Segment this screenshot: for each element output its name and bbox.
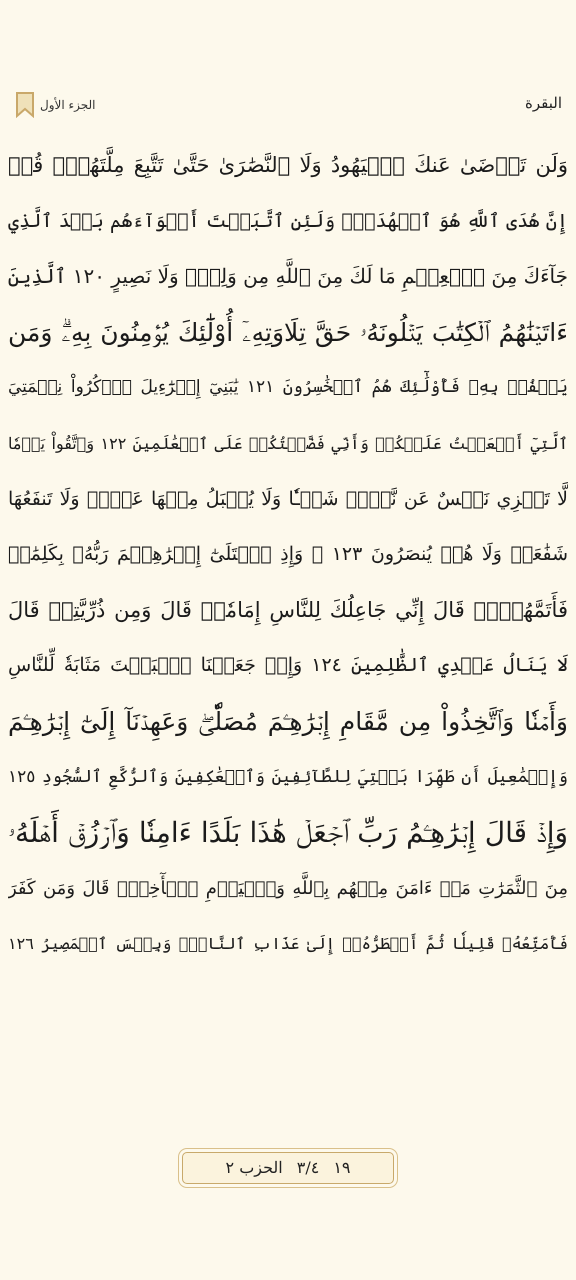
verse-line[interactable]: إِنَّ هُدَى ٱللَّهِ هُوَ ٱلۡهُدَىٰۗ وَلَئِنِ ٱتَّبَعۡتَ أَهۡوَآءَهُم بَعۡدَ ٱلَّذِي <box>8 209 568 232</box>
verse-line[interactable]: لَا يَنَالُ عَهۡدِي ٱلظَّٰلِمِينَ ١٢٤ وَإِذۡ جَعَلۡنَا ٱلۡبَيۡتَ مَثَابَةٗ لِّلنَّاسِ <box>8 654 568 677</box>
verse-line[interactable]: شَفَٰعَةٞ وَلَا هُمۡ يُنصَرُونَ ١٢٣ ۞ وَإِذِ ٱبۡتَلَىٰٓ إِبۡرَٰهِـۧمَ رَبُّهُۥ بِكَلِمَٰتٖ <box>8 543 568 566</box>
page-footer <box>0 1148 576 1188</box>
verse-line[interactable]: وَأَمۡنٗا وَٱتَّخِذُواْ مِن مَّقَامِ إِبۡرَٰهِـۧمَ مُصَلّٗىۖ وَعَهِدۡنَآ إِلَىٰٓ إِبۡرَٰهِـۧمَ <box>8 706 568 736</box>
verse-line[interactable]: فَأَتَمَّهُنَّۖ قَالَ إِنِّي جَاعِلُكَ لِلنَّاسِ إِمَامٗاۖ قَالَ وَمِن ذُرِّيَّتِيۖ قَالَ <box>8 597 568 622</box>
verse-line[interactable]: وَإِسۡمَٰعِيلَ أَن طَهِّرَا بَيۡتِيَ لِلطَّآئِفِينَ وَٱلۡعَٰكِفِينَ وَٱلرُّكَّعِ ٱلسُّجُودِ ١٢٥ <box>8 766 568 787</box>
juz-indicator[interactable] <box>14 92 96 118</box>
verses-block <box>8 138 568 972</box>
verse-line[interactable]: ٱلَّتِيٓ أَنۡعَمۡتُ عَلَيۡكُمۡ وَأَنِّي فَضَّلۡتُكُمۡ عَلَى ٱلۡعَٰلَمِينَ ١٢٢ وَٱتَّقُواْ يَوۡمٗا <box>8 433 568 453</box>
verse-line[interactable]: يَكۡفُرۡ بِهِۦ فَأُوْلَٰٓئِكَ هُمُ ٱلۡخَٰسِرُونَ ١٢١ يَٰبَنِيٓ إِسۡرَٰٓءِيلَ ٱذۡكُرُواْ نِعۡمَتِيَ <box>8 377 568 398</box>
verse-line[interactable]: لَّا تَجۡزِي نَفۡسٌ عَن نَّفۡسٖ شَيۡـٔٗا وَلَا يُقۡبَلُ مِنۡهَا عَدۡلٞ وَلَا تَنفَعُهَا <box>8 487 568 510</box>
juz-label: الجزء الأول <box>40 98 96 112</box>
verse-line[interactable]: ءَاتَيۡنَٰهُمُ ٱلۡكِتَٰبَ يَتۡلُونَهُۥ حَقَّ تِلَاوَتِهِۦٓ أُوْلَٰٓئِكَ يُؤۡمِنُونَ بِهِۦۗ وَمَن <box>8 317 568 347</box>
surah-name: البقرة <box>525 94 562 112</box>
page-info-frame <box>182 1152 394 1184</box>
quarter-indicator: ٣/٤ <box>296 1158 320 1177</box>
bookmark-icon[interactable] <box>14 92 36 118</box>
page-header <box>0 88 576 128</box>
verse-line[interactable]: جَآءَكَ مِنَ ٱلۡعِلۡمِ مَا لَكَ مِنَ ٱللَّهِ مِن وَلِيّٖ وَلَا نَصِيرٍ ١٢٠ ٱلَّذِينَ <box>8 264 568 289</box>
verse-line[interactable]: وَلَن تَرۡضَىٰ عَنكَ ٱلۡيَهُودُ وَلَا ٱلنَّصَٰرَىٰ حَتَّىٰ تَتَّبِعَ مِلَّتَهُمۡۗ قُلۡ <box>8 153 568 177</box>
verse-line[interactable]: فَأُمَتِّعُهُۥ قَلِيلٗا ثُمَّ أَضۡطَرُّهُۥٓ إِلَىٰ عَذَابِ ٱلنَّارِۖ وَبِئۡسَ ٱلۡمَصِيرُ ١٢٦ <box>8 934 568 954</box>
verse-line[interactable]: وَإِذۡ قَالَ إِبۡرَٰهِـۧمُ رَبِّ ٱجۡعَلۡ هَٰذَا بَلَدًا ءَامِنٗا وَٱرۡزُقۡ أَهۡلَهُۥ <box>8 816 568 850</box>
page-number: ١٩ <box>333 1158 351 1177</box>
hizb-label: الحزب ٢ <box>225 1158 283 1177</box>
verse-line[interactable]: مِنَ ٱلثَّمَرَٰتِ مَنۡ ءَامَنَ مِنۡهُم بِٱللَّهِ وَٱلۡيَوۡمِ ٱلۡأٓخِرِۚ قَالَ وَمَن كَفَرَ <box>8 877 568 899</box>
